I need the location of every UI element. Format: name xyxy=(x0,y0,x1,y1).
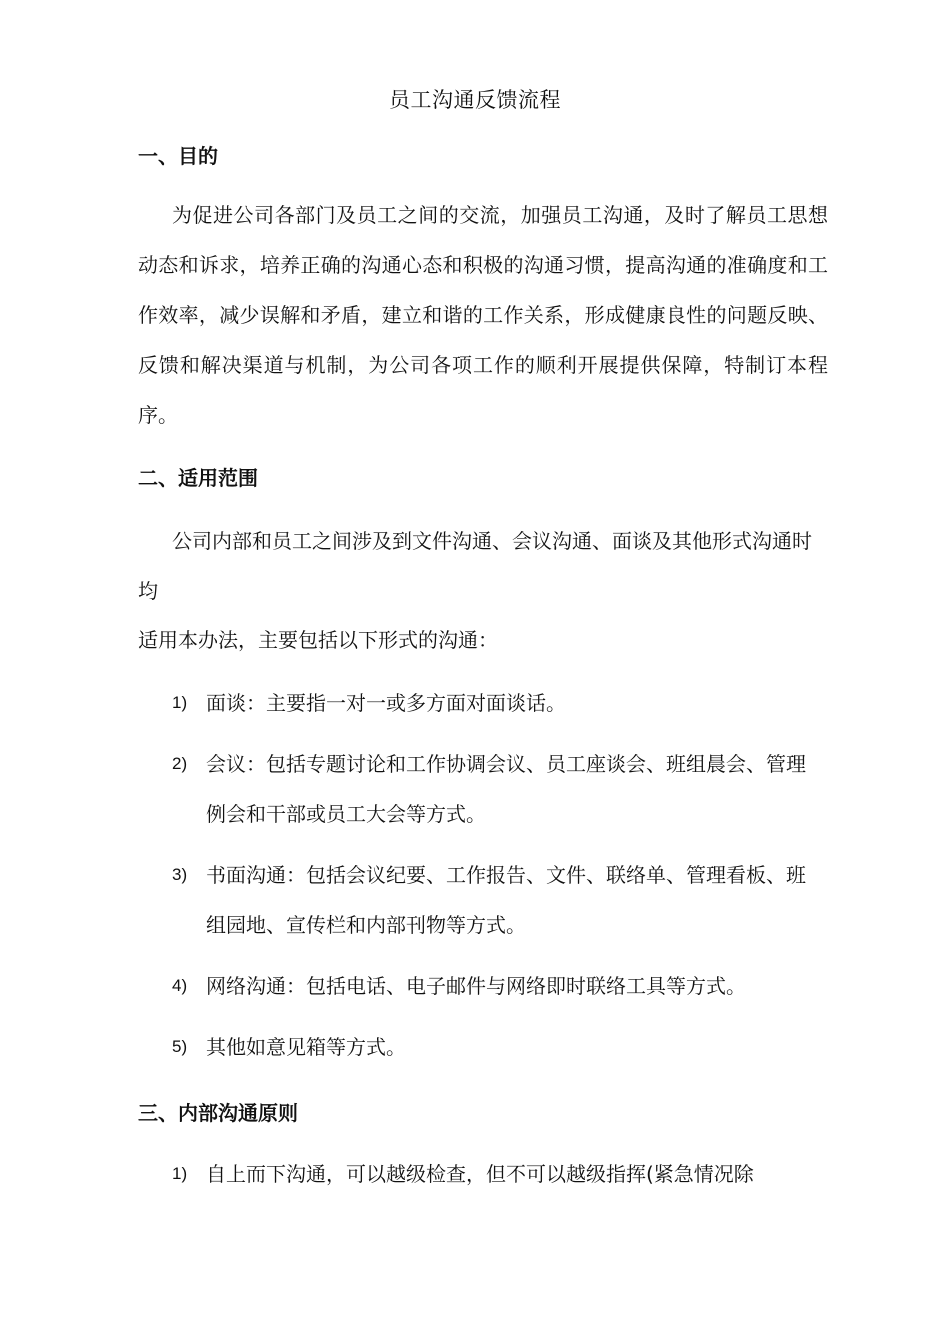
list-item-text: 会议：包括专题讨论和工作协调会议、员工座谈会、班组晨会、管理例会和干部或员工大会等方式。 xyxy=(206,752,806,826)
list-item-text: 网络沟通：包括电话、电子邮件与网络即时联络工具等方式。 xyxy=(206,974,746,998)
list-item-text: 自上而下沟通，可以越级检查，但不可以越级指挥(紧急情况除 xyxy=(206,1162,754,1186)
list-item-number: 3) xyxy=(172,865,188,884)
list-item-number: 2) xyxy=(172,754,188,773)
purpose-paragraph: 为促进公司各部门及员工之间的交流，加强员工沟通，及时了解员工思想动态和诉求，培养正确的沟通心态和积极的沟通习惯，提高沟通的准确度和工作效率，减少误解和矛盾，建立和谐的工作关系，形成健康良性的问题反映、反馈和解决渠道与机制，为公司各项工作的顺利开展提供保障，特制订本程序。 xyxy=(138,203,828,427)
list-item-number: 1) xyxy=(172,1164,188,1183)
list-item-number: 4) xyxy=(172,976,188,995)
list-item xyxy=(172,739,822,839)
list-item-number: 1) xyxy=(172,693,188,712)
scope-paragraph: 公司内部和员工之间涉及到文件沟通、会议沟通、面谈及其他形式沟通时均 xyxy=(138,529,812,603)
document-title: 员工沟通反馈流程 xyxy=(389,88,561,112)
list-item xyxy=(172,678,822,728)
list-item-text: 其他如意见箱等方式。 xyxy=(206,1035,406,1059)
list-item-text: 书面沟通：包括会议纪要、工作报告、文件、联络单、管理看板、班组园地、宣传栏和内部刊物等方式。 xyxy=(206,863,806,937)
section-heading-principles: 三、内部沟通原则 xyxy=(138,1101,298,1125)
list-item-number: 5) xyxy=(172,1037,188,1056)
section-heading-scope: 二、适用范围 xyxy=(138,466,258,490)
list-item xyxy=(172,961,822,1011)
list-item-text: 面谈：主要指一对一或多方面对面谈话。 xyxy=(206,691,566,715)
list-item xyxy=(172,850,822,950)
scope-paragraph-continued: 适用本办法，主要包括以下形式的沟通： xyxy=(138,628,498,652)
list-item xyxy=(172,1149,822,1199)
section-heading-purpose: 一、目的 xyxy=(138,144,218,168)
list-item xyxy=(172,1022,822,1072)
